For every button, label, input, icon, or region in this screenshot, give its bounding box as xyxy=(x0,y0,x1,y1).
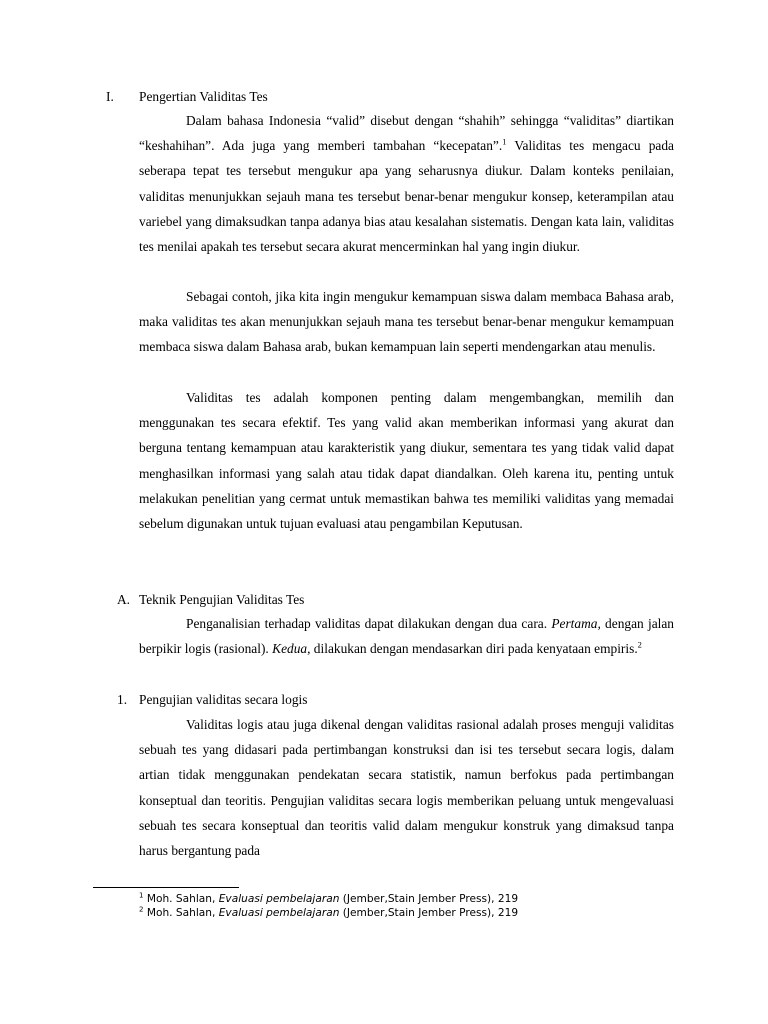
paragraph: Validitas tes adalah komponen penting dalam mengembangkan, memilih dan menggunakan tes secara efektif. Tes yang valid akan memberikan informasi yang akurat dan berguna tentang kemampuan atau karakteristik yang diukur, sementara tes yang tidak valid dapat menghasilkan informasi yang salah atau tidak dapat diandalkan. Oleh karena itu, penting untuk melakukan penelitian yang cermat untuk memastikan bahwa tes memiliki validitas yang memadai sebelum digunakan untuk tujuan evaluasi atau pengambilan Keputusan. xyxy=(139,390,674,532)
section-title: Teknik Pengujian Validitas Tes xyxy=(139,592,305,607)
section-title: Pengertian Validitas Tes xyxy=(139,89,268,104)
paragraph: Dalam bahasa Indonesia “valid” disebut dengan “shahih” sehingga “validitas” diartikan “keshahihan”. Ada juga yang memberi tambahan “kecepatan”.$^1$ Validitas tes mengacu pada seberapa tepat tes tersebut mengukur apa yang seharusnya diukur. Dalam konteks penilaian, validitas menunjukkan sejauh mana tes tersebut benar-benar mengukur konsep, keterampilan atau variebel yang dimaksudkan tanpa adanya bias atau kesalahan sistematis. Dengan kata lain, validitas tes menilai apakah tes tersebut secara akurat mencerminkan hal yang ingin diukur. xyxy=(139,113,674,255)
section-number: 1. xyxy=(117,692,128,707)
paragraph: Sebagai contoh, jika kita ingin mengukur kemampuan siswa dalam membaca Bahasa arab, maka validitas tes akan menunjukkan sejauh mana tes tersebut benar-benar mengukur kemampuan membaca siswa dalam Bahasa arab, bukan kemampuan lain seperti mendengarkan atau menulis. xyxy=(139,289,674,355)
footnote: $^1$ Moh. Sahlan, Evaluasi pembelajaran (Jember,Stain Jember Press), 219 xyxy=(139,891,519,905)
footnote-separator xyxy=(93,887,239,888)
section-title: Pengujian validitas secara logis xyxy=(139,692,308,707)
paragraph: Validitas logis atau juga dikenal dengan validitas rasional adalah proses menguji validitas sebuah tes yang didasari pada pertimbangan konstruksi dan isi tes tersebut secara logis, dalam artian tidak menggunakan pendekatan secara statistik, namun berfokus pada pertimbangan konseptual dan teoritis. Pengujian validitas secara logis memberikan peluang untuk mengevaluasi sebuah tes secara konseptual dan teoritis valid dalam mengukur konstruk yang dimaksud tanpa harus bergantung pada xyxy=(139,717,674,859)
section-number: A. xyxy=(117,592,131,607)
footnote: $^2$ Moh. Sahlan, Evaluasi pembelajaran (Jember,Stain Jember Press), 219 xyxy=(139,905,519,919)
footnote-ref: 2 xyxy=(637,639,642,650)
footnote-ref: 1 xyxy=(502,136,507,147)
section-number: I. xyxy=(106,89,114,104)
paragraph: Penganalisian terhadap validitas dapat dilakukan dengan dua cara. Pertama, dengan jalan berpikir logis (rasional). Kedua, dilakukan dengan mendasarkan diri pada kenyataan empiris.$^2$ xyxy=(139,616,674,657)
